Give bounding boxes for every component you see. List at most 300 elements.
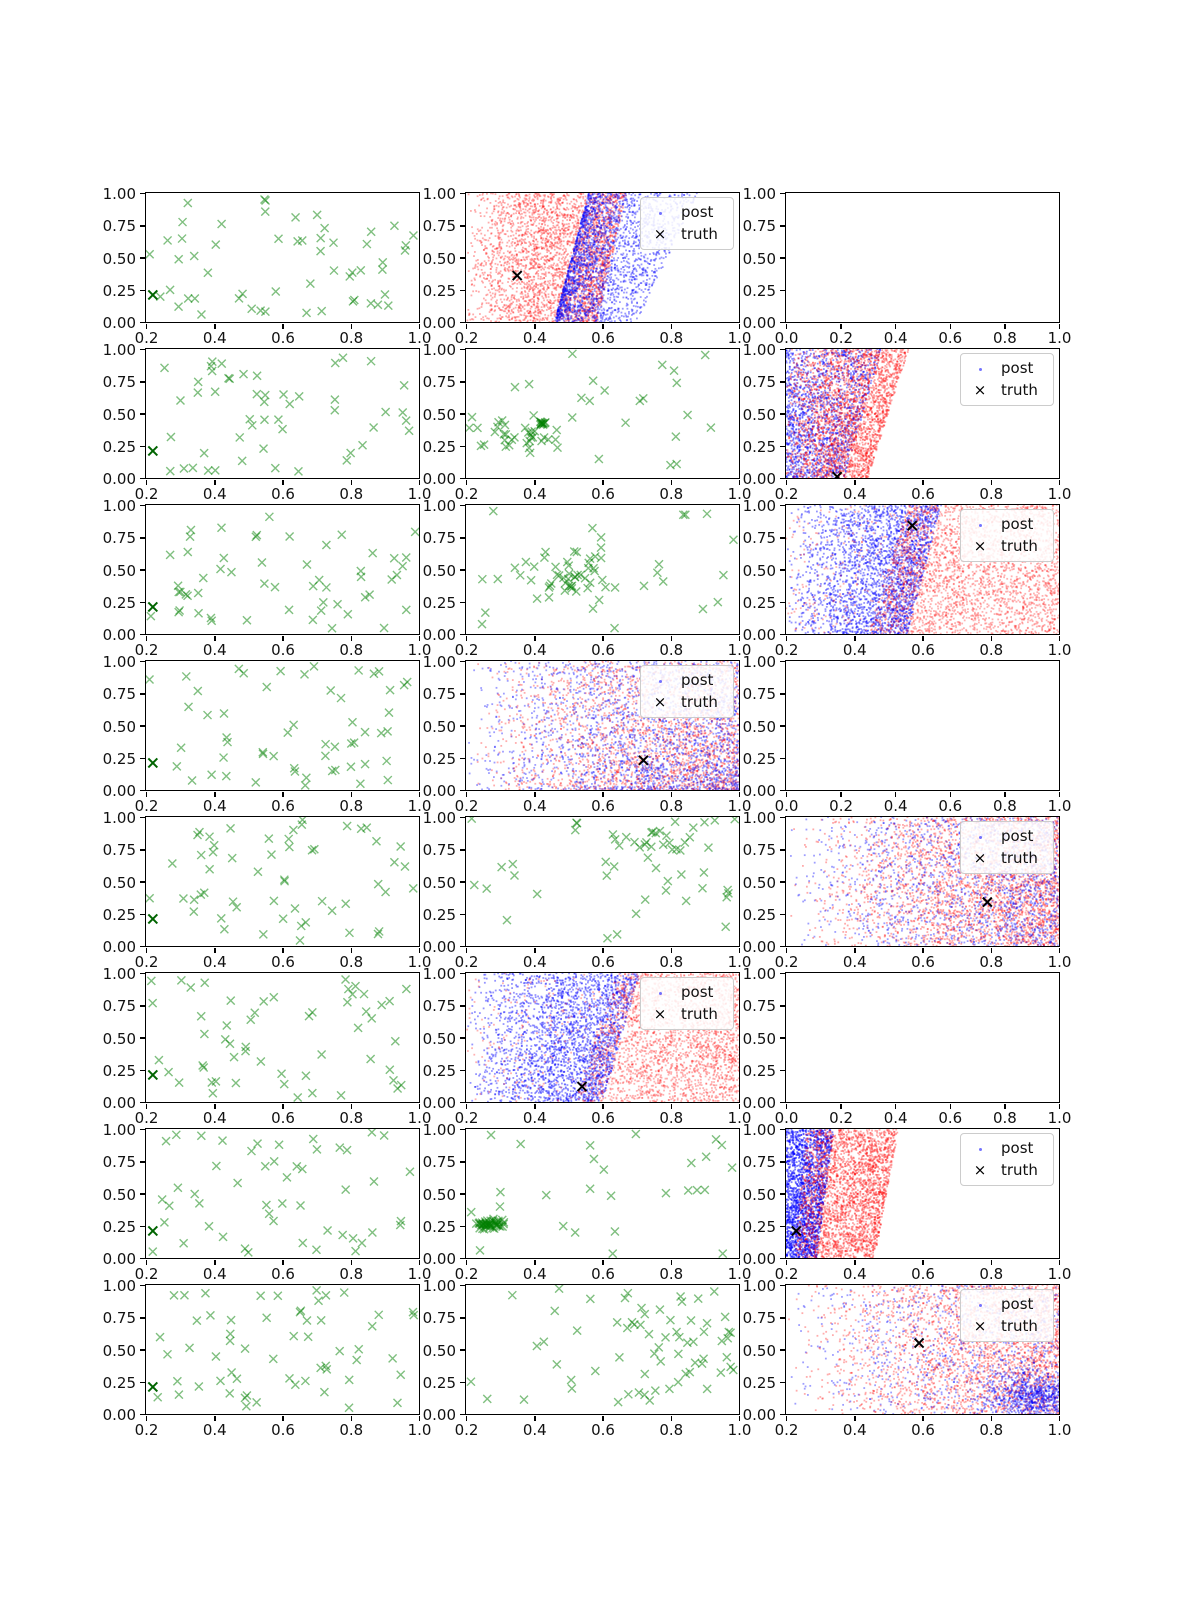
y-tick-label: 0.25	[422, 1217, 456, 1236]
y-tickmark	[780, 413, 785, 415]
y-tick-label: 0.50	[422, 561, 456, 580]
x-tick-label: 0.0	[774, 797, 799, 815]
y-tick-label: 0.50	[422, 1341, 456, 1360]
scatter-canvas	[146, 193, 419, 322]
post-marker-icon	[967, 827, 993, 846]
x-tick-label: 0.2	[774, 485, 799, 503]
y-tickmark	[780, 634, 785, 636]
y-tick-label: 0.25	[422, 905, 456, 924]
x-tick-label: 0.4	[202, 485, 227, 503]
y-tickmark	[140, 478, 145, 480]
y-tick-label: 1.00	[422, 497, 456, 515]
y-tick-label: 1.00	[742, 497, 776, 515]
y-tickmark	[780, 817, 785, 819]
y-tickmark	[460, 758, 465, 760]
scatter-canvas	[146, 349, 419, 478]
plot-area	[465, 348, 740, 479]
plot-area	[785, 192, 1060, 323]
y-tick-label: 0.50	[102, 717, 136, 736]
y-tick-label: 0.25	[422, 749, 456, 768]
legend-item-truth	[647, 223, 723, 245]
y-tick-label: 1.00	[742, 1277, 776, 1295]
y-tick-label: 0.00	[422, 1250, 456, 1268]
x-tick-label: 0.8	[979, 1265, 1004, 1283]
y-tick-label: 0.00	[422, 626, 456, 644]
y-tickmark	[460, 790, 465, 792]
x-tick-label: 0.6	[591, 1109, 615, 1127]
y-tickmark	[780, 1285, 785, 1287]
y-tick-label: 0.50	[742, 1185, 776, 1204]
x-tick-label: 0.8	[339, 797, 364, 815]
subplot-r6c1	[102, 965, 432, 1127]
y-tickmark	[460, 569, 465, 571]
y-tick-label: 1.00	[742, 185, 776, 203]
y-tick-label: 0.50	[742, 1029, 776, 1048]
truth-marker-icon: ×	[653, 693, 667, 711]
plot-area	[785, 1128, 1060, 1259]
y-tick-label: 0.50	[102, 873, 136, 892]
y-tick-label: 1.00	[102, 1277, 136, 1295]
y-tick-label: 0.50	[102, 249, 136, 268]
y-tickmark	[460, 1414, 465, 1416]
x-tick-label: 0.4	[842, 953, 867, 971]
y-tick-label: 0.75	[422, 1153, 456, 1172]
x-tick-label: 1.0	[407, 797, 432, 815]
subplot-r7c1	[102, 1121, 432, 1283]
x-tick-label: 0.6	[591, 329, 615, 347]
legend	[960, 1133, 1054, 1186]
x-tick-label: 0.2	[774, 641, 799, 659]
y-tick-label: 0.00	[102, 314, 136, 332]
plot-area	[145, 348, 420, 479]
x-tick-label: 0.4	[522, 953, 547, 971]
plot-area	[785, 660, 1060, 791]
scatter-canvas	[466, 349, 739, 478]
y-tick-label: 0.25	[422, 437, 456, 456]
y-tickmark	[140, 849, 145, 851]
y-tickmark	[780, 1161, 785, 1163]
x-tick-label: 0.2	[774, 1265, 799, 1283]
subplot-r7c2	[422, 1121, 752, 1283]
x-tick-label: 0.8	[979, 953, 1004, 971]
x-tick-label: 0.4	[522, 797, 547, 815]
x-tick-label: 0.6	[271, 797, 295, 815]
x-tick-label: 0.4	[202, 953, 227, 971]
x-tick-label: 0.8	[992, 1109, 1017, 1127]
x-tick-label: 0.8	[659, 641, 684, 659]
legend	[960, 509, 1054, 562]
y-tickmark	[780, 225, 785, 227]
y-tickmark	[140, 1037, 145, 1039]
y-tickmark	[780, 1129, 785, 1131]
y-tickmark	[140, 914, 145, 916]
y-tick-label: 1.00	[422, 965, 456, 983]
y-tickmark	[140, 661, 145, 663]
y-tick-label: 0.50	[742, 873, 776, 892]
y-tickmark	[780, 849, 785, 851]
x-tick-label: 1.0	[407, 641, 432, 659]
y-tick-label: 0.00	[422, 314, 456, 332]
x-tick-label: 0.8	[659, 485, 684, 503]
legend-item-post	[967, 513, 1043, 535]
x-tick-label: 1.0	[407, 1109, 432, 1127]
y-tick-label: 0.25	[102, 1217, 136, 1236]
y-tickmark	[460, 1382, 465, 1384]
y-tickmark	[460, 1102, 465, 1104]
x-tick-label: 0.4	[842, 1265, 867, 1283]
y-tickmark	[140, 1070, 145, 1072]
y-tick-label: 1.00	[742, 1121, 776, 1139]
legend-item-post	[967, 825, 1043, 847]
y-tick-label: 1.00	[742, 965, 776, 983]
y-tick-label: 0.25	[102, 905, 136, 924]
y-tick-label: 0.50	[742, 405, 776, 424]
x-tick-label: 0.8	[979, 485, 1004, 503]
x-tick-label: 1.0	[727, 797, 752, 815]
y-tickmark	[460, 881, 465, 883]
plot-area	[465, 1284, 740, 1415]
y-tickmark	[780, 1382, 785, 1384]
x-tick-label: 0.6	[591, 1265, 615, 1283]
y-tickmark	[140, 537, 145, 539]
x-tick-label: 0.6	[591, 641, 615, 659]
x-tick-label: 0.2	[454, 1265, 479, 1283]
y-tick-label: 0.00	[102, 1094, 136, 1112]
x-tick-label: 1.0	[1047, 1421, 1072, 1439]
y-tickmark	[140, 569, 145, 571]
y-tickmark	[140, 1005, 145, 1007]
x-tick-label: 0.8	[992, 329, 1017, 347]
y-tick-label: 0.25	[742, 1217, 776, 1236]
legend-label-post: post	[681, 671, 714, 689]
x-tick-label: 0.8	[339, 1265, 364, 1283]
legend-label-post: post	[681, 203, 714, 221]
subplot-r7c3	[742, 1121, 1072, 1283]
x-tick-label: 0.8	[659, 1109, 684, 1127]
subplot-r6c2	[422, 965, 752, 1127]
y-tick-label: 0.75	[102, 217, 136, 236]
y-tickmark	[140, 693, 145, 695]
truth-marker-icon: ×	[653, 1005, 667, 1023]
y-tick-label: 1.00	[742, 341, 776, 359]
legend-item-truth	[967, 535, 1043, 557]
x-tick-label: 1.0	[407, 953, 432, 971]
x-tick-label: 0.2	[134, 797, 159, 815]
y-tick-label: 0.00	[102, 470, 136, 488]
y-tick-label: 1.00	[422, 185, 456, 203]
x-tick-label: 1.0	[727, 641, 752, 659]
y-tickmark	[460, 973, 465, 975]
y-tick-label: 0.25	[102, 1061, 136, 1080]
legend	[960, 1289, 1054, 1342]
subplot-r3c3	[742, 497, 1072, 659]
subplot-r5c2	[422, 809, 752, 971]
y-tickmark	[460, 1349, 465, 1351]
y-tickmark	[780, 349, 785, 351]
y-tick-label: 0.00	[742, 470, 776, 488]
y-tick-label: 0.25	[102, 1373, 136, 1392]
y-tickmark	[460, 322, 465, 324]
y-tick-label: 0.25	[742, 749, 776, 768]
y-tickmark	[460, 1161, 465, 1163]
y-tick-label: 0.00	[742, 626, 776, 644]
y-tickmark	[140, 193, 145, 195]
y-tick-label: 0.75	[742, 1153, 776, 1172]
y-tick-label: 0.25	[742, 1061, 776, 1080]
scatter-canvas	[146, 973, 419, 1102]
y-tickmark	[780, 725, 785, 727]
y-tick-label: 0.00	[102, 938, 136, 956]
x-tick-label: 0.4	[522, 1265, 547, 1283]
y-tickmark	[780, 1414, 785, 1416]
x-tick-label: 1.0	[407, 1421, 432, 1439]
x-tick-label: 1.0	[1047, 797, 1072, 815]
legend	[640, 665, 734, 718]
x-tick-label: 0.4	[883, 329, 908, 347]
legend-item-truth	[647, 691, 723, 713]
y-tick-label: 0.50	[102, 561, 136, 580]
x-tick-label: 1.0	[727, 1109, 752, 1127]
plot-area	[145, 972, 420, 1103]
x-tick-label: 0.8	[339, 1109, 364, 1127]
plot-area	[145, 504, 420, 635]
x-tick-label: 0.4	[842, 641, 867, 659]
y-tick-label: 0.00	[742, 1406, 776, 1424]
y-tick-label: 0.25	[102, 749, 136, 768]
legend-item-truth	[967, 847, 1043, 869]
y-tickmark	[140, 1258, 145, 1260]
x-tick-label: 0.4	[202, 1109, 227, 1127]
x-tick-label: 0.6	[271, 329, 295, 347]
plot-area	[785, 972, 1060, 1103]
y-tickmark	[780, 1037, 785, 1039]
y-tickmark	[780, 1102, 785, 1104]
y-tickmark	[140, 225, 145, 227]
subplot-r1c2	[422, 185, 752, 347]
post-marker-icon	[647, 983, 673, 1002]
x-tick-label: 0.6	[271, 953, 295, 971]
y-tick-label: 1.00	[422, 341, 456, 359]
x-tick-label: 1.0	[407, 1265, 432, 1283]
y-tickmark	[460, 290, 465, 292]
x-tick-label: 0.6	[591, 797, 615, 815]
scatter-canvas	[786, 661, 1059, 790]
y-tickmark	[140, 1161, 145, 1163]
y-tick-label: 0.50	[742, 249, 776, 268]
x-tick-label: 0.8	[339, 641, 364, 659]
y-tickmark	[140, 1193, 145, 1195]
legend-label-truth: truth	[681, 1005, 718, 1023]
y-tick-label: 0.75	[742, 373, 776, 392]
x-tick-label: 0.8	[659, 797, 684, 815]
plot-area	[465, 660, 740, 791]
scatter-canvas	[786, 973, 1059, 1102]
x-tick-label: 0.4	[202, 329, 227, 347]
y-tickmark	[780, 1258, 785, 1260]
plot-area	[145, 816, 420, 947]
y-tick-label: 0.25	[422, 1373, 456, 1392]
scatter-canvas	[146, 817, 419, 946]
x-tick-label: 1.0	[1047, 953, 1072, 971]
x-tick-label: 0.2	[829, 1109, 854, 1127]
post-marker-icon	[967, 359, 993, 378]
y-tick-label: 0.50	[422, 249, 456, 268]
x-tick-label: 0.2	[454, 1421, 479, 1439]
y-tick-label: 0.50	[102, 1029, 136, 1048]
legend-label-truth: truth	[1001, 1161, 1038, 1179]
subplot-r3c2	[422, 497, 752, 659]
y-tick-label: 0.75	[102, 373, 136, 392]
subplot-r2c3	[742, 341, 1072, 503]
y-tickmark	[460, 505, 465, 507]
y-tick-label: 1.00	[742, 809, 776, 827]
y-tick-label: 0.50	[742, 1341, 776, 1360]
y-tick-label: 0.75	[422, 997, 456, 1016]
legend-item-post	[967, 357, 1043, 379]
legend-label-truth: truth	[681, 693, 718, 711]
x-tick-label: 0.2	[454, 1109, 479, 1127]
y-tickmark	[780, 1349, 785, 1351]
x-tick-label: 0.4	[202, 1421, 227, 1439]
y-tickmark	[140, 446, 145, 448]
subplot-r3c1	[102, 497, 432, 659]
subplot-r2c2	[422, 341, 752, 503]
legend-item-post	[647, 669, 723, 691]
plot-area	[465, 504, 740, 635]
plot-area	[145, 1284, 420, 1415]
x-tick-label: 0.2	[134, 329, 159, 347]
y-tick-label: 0.00	[742, 1094, 776, 1112]
x-tick-label: 0.6	[911, 641, 935, 659]
y-tickmark	[780, 1317, 785, 1319]
y-tickmark	[460, 257, 465, 259]
y-tickmark	[780, 973, 785, 975]
y-tickmark	[460, 537, 465, 539]
x-tick-label: 0.4	[883, 797, 908, 815]
y-tickmark	[780, 478, 785, 480]
x-tick-label: 0.8	[339, 329, 364, 347]
y-tick-label: 0.50	[422, 1029, 456, 1048]
scatter-canvas	[146, 505, 419, 634]
subplot-r1c1	[102, 185, 432, 347]
x-tick-label: 0.2	[454, 485, 479, 503]
y-tickmark	[460, 817, 465, 819]
x-tick-label: 0.2	[774, 1421, 799, 1439]
post-marker-icon	[647, 203, 673, 222]
y-tick-label: 0.00	[742, 1250, 776, 1268]
x-tick-label: 0.8	[992, 797, 1017, 815]
y-tick-label: 0.25	[742, 1373, 776, 1392]
x-tick-label: 0.4	[202, 1265, 227, 1283]
y-tick-label: 0.75	[422, 685, 456, 704]
y-tickmark	[140, 1102, 145, 1104]
legend-item-post	[647, 981, 723, 1003]
x-tick-label: 0.4	[202, 641, 227, 659]
y-tick-label: 0.75	[102, 685, 136, 704]
x-tick-label: 0.8	[659, 1265, 684, 1283]
y-tick-label: 0.00	[422, 1406, 456, 1424]
y-tickmark	[460, 602, 465, 604]
legend-label-truth: truth	[1001, 849, 1038, 867]
y-tickmark	[460, 725, 465, 727]
legend-label-post: post	[681, 983, 714, 1001]
legend-label-truth: truth	[1001, 537, 1038, 555]
y-tickmark	[140, 725, 145, 727]
y-tickmark	[780, 693, 785, 695]
y-tickmark	[460, 349, 465, 351]
x-tick-label: 0.4	[883, 1109, 908, 1127]
y-tick-label: 0.50	[422, 717, 456, 736]
x-tick-label: 1.0	[407, 329, 432, 347]
legend-item-post	[967, 1137, 1043, 1159]
x-tick-label: 1.0	[1047, 1109, 1072, 1127]
legend-item-truth	[967, 1315, 1043, 1337]
x-tick-label: 1.0	[727, 485, 752, 503]
x-tick-label: 0.6	[271, 1109, 295, 1127]
x-tick-label: 0.4	[202, 797, 227, 815]
y-tick-label: 0.75	[422, 841, 456, 860]
y-tickmark	[140, 381, 145, 383]
y-tick-label: 0.75	[102, 997, 136, 1016]
x-tick-label: 1.0	[727, 953, 752, 971]
subplot-r5c1	[102, 809, 432, 971]
legend	[640, 197, 734, 250]
scatter-canvas	[466, 1285, 739, 1414]
y-tickmark	[460, 446, 465, 448]
scatter-canvas	[466, 1129, 739, 1258]
y-tick-label: 0.25	[422, 1061, 456, 1080]
y-tick-label: 0.00	[742, 782, 776, 800]
plot-area	[785, 348, 1060, 479]
subplot-r8c1	[102, 1277, 432, 1439]
x-tick-label: 0.8	[979, 1421, 1004, 1439]
x-tick-label: 0.6	[938, 329, 963, 347]
plot-area	[465, 1128, 740, 1259]
x-tick-label: 0.8	[339, 1421, 364, 1439]
x-tick-label: 1.0	[407, 485, 432, 503]
y-tick-label: 1.00	[102, 185, 136, 203]
legend-item-truth	[967, 379, 1043, 401]
y-tick-label: 0.50	[102, 405, 136, 424]
y-tick-label: 1.00	[102, 1121, 136, 1139]
y-tick-label: 0.75	[422, 217, 456, 236]
legend-label-post: post	[1001, 359, 1034, 377]
legend	[640, 977, 734, 1030]
x-tick-label: 0.4	[522, 1109, 547, 1127]
legend-item-post	[967, 1293, 1043, 1315]
x-tick-label: 0.6	[938, 797, 963, 815]
y-tick-label: 0.50	[742, 717, 776, 736]
subplot-r4c1	[102, 653, 432, 815]
plot-area	[145, 660, 420, 791]
y-tick-label: 0.00	[742, 314, 776, 332]
legend-item-post	[647, 201, 723, 223]
x-tick-label: 0.6	[911, 1265, 935, 1283]
subplot-r8c2	[422, 1277, 752, 1439]
truth-marker-icon: ×	[973, 381, 987, 399]
plot-area	[465, 972, 740, 1103]
y-tick-label: 0.50	[742, 561, 776, 580]
legend-label-truth: truth	[681, 225, 718, 243]
y-tick-label: 0.00	[422, 782, 456, 800]
y-tick-label: 1.00	[422, 1121, 456, 1139]
y-tickmark	[140, 1317, 145, 1319]
subplot-r4c3	[742, 653, 1072, 815]
y-tickmark	[460, 1317, 465, 1319]
x-tick-label: 0.0	[774, 1109, 799, 1127]
y-tickmark	[140, 322, 145, 324]
x-tick-label: 0.6	[911, 953, 935, 971]
